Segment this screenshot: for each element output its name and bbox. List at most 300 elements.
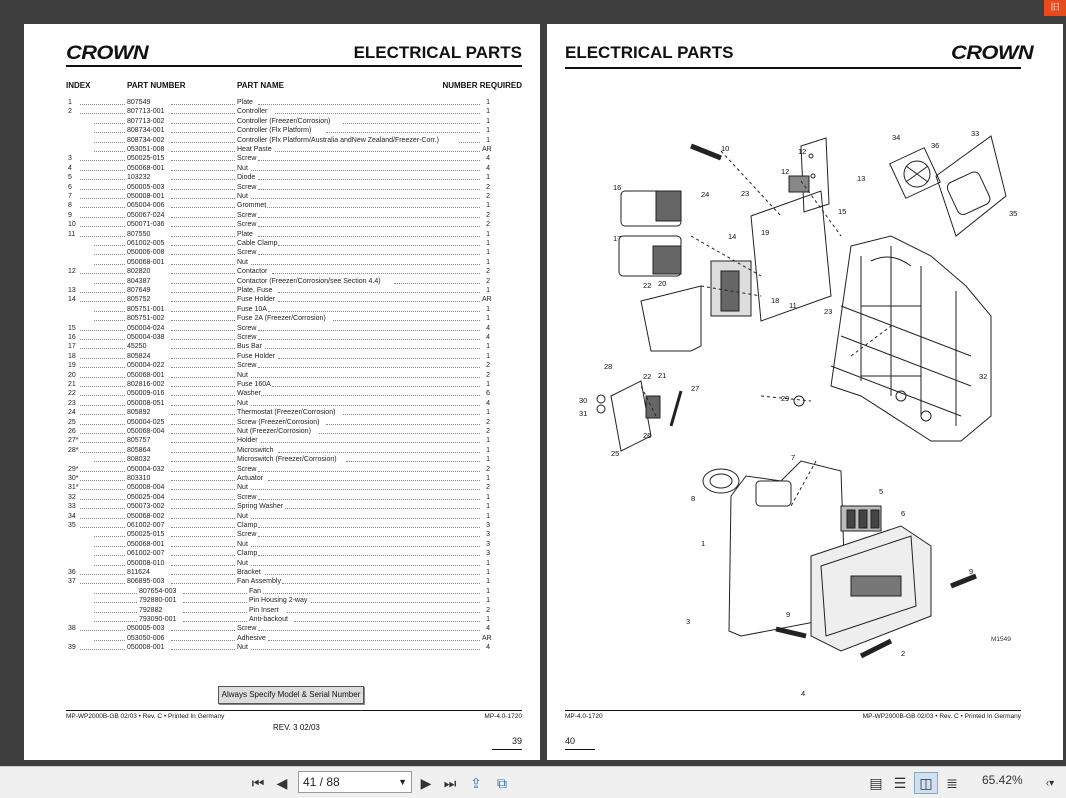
table-row	[24, 596, 540, 605]
row-part-number: 050004-038	[127, 334, 165, 341]
dot-leader	[171, 339, 235, 340]
page-40	[547, 24, 1063, 760]
dot-leader	[258, 330, 480, 331]
row-index: 30*	[68, 475, 79, 482]
callout-label: 9	[786, 610, 791, 619]
fan-assembly	[890, 136, 1006, 236]
serial-number-note: Always Specify Model & Serial Number	[218, 686, 364, 704]
row-quantity: 1	[486, 493, 490, 501]
dot-leader	[311, 602, 480, 603]
table-row	[24, 606, 540, 615]
dot-leader	[80, 508, 125, 509]
dot-leader	[171, 207, 235, 208]
dot-leader	[94, 311, 125, 312]
row-part-name: Screw	[237, 531, 257, 539]
row-part-name: Plate	[237, 99, 253, 106]
dot-leader	[258, 367, 480, 368]
row-part-number: 808734-002	[127, 136, 165, 144]
callout-label: 24	[701, 190, 710, 199]
dot-leader	[272, 386, 480, 387]
first-page-icon[interactable]: ⏮	[251, 774, 265, 791]
row-part-name: Microswitch	[237, 446, 274, 454]
row-part-name: Nut	[237, 484, 248, 492]
dot-leader	[80, 170, 125, 171]
row-part-number: 805751-001	[127, 305, 165, 313]
page-title: ELECTRICAL PARTS	[565, 43, 734, 62]
row-index: 26	[68, 428, 76, 435]
callout-label: 33	[971, 129, 980, 138]
callout-label: 35	[1009, 209, 1018, 218]
row-quantity: 1	[486, 315, 490, 323]
callout-label: 8	[691, 494, 696, 503]
table-row	[24, 408, 540, 417]
row-part-name: Anti-backout	[249, 616, 288, 623]
row-quantity: AR	[482, 296, 492, 304]
dot-leader	[278, 292, 480, 293]
row-part-name: Contactor	[237, 268, 268, 276]
row-quantity: 1	[486, 587, 490, 595]
dot-leader	[80, 649, 125, 650]
row-quantity: 2	[486, 221, 490, 229]
dot-leader	[171, 442, 235, 443]
dot-leader	[258, 217, 480, 218]
continuous-view-icon[interactable]: ☰	[893, 774, 907, 791]
footer-right: MP-4.0-1720	[484, 713, 522, 720]
row-quantity: 4	[486, 625, 490, 633]
row-part-number: 061002-007	[127, 550, 165, 558]
table-row	[24, 427, 540, 436]
row-quantity: 1	[486, 249, 490, 257]
dot-leader	[171, 142, 235, 143]
dot-leader	[80, 386, 125, 387]
row-part-number: 050008-001	[127, 644, 165, 652]
row-part-name: Screw (Freezer/Corrosion)	[237, 418, 320, 426]
chevron-down-icon[interactable]: ▼	[398, 777, 407, 787]
dot-leader	[171, 367, 235, 368]
dot-leader	[251, 489, 480, 490]
row-part-name: Plate	[237, 230, 253, 238]
dot-leader	[80, 273, 125, 274]
table-row	[24, 559, 540, 568]
dot-leader	[80, 236, 125, 237]
row-part-name: Nut	[237, 559, 248, 567]
page-39	[24, 24, 540, 760]
dot-leader	[261, 395, 480, 396]
table-row	[24, 201, 540, 210]
dot-leader	[80, 489, 125, 490]
table-row	[24, 530, 540, 539]
table-row	[24, 277, 540, 286]
table-row	[24, 183, 540, 192]
dot-leader	[80, 377, 125, 378]
dot-leader	[80, 301, 125, 302]
table-row	[24, 136, 540, 145]
dot-leader	[94, 264, 125, 265]
table-row	[24, 549, 540, 558]
row-quantity: 3	[486, 540, 490, 548]
row-index: 22	[68, 390, 76, 398]
zoom-menu-icon[interactable]: ‹▾	[1045, 777, 1055, 789]
row-part-name: Screw	[237, 334, 257, 341]
col-index: INDEX	[66, 81, 91, 90]
dot-leader	[171, 283, 235, 284]
dot-leader	[171, 198, 235, 199]
row-part-number: 050025-015	[127, 155, 165, 163]
table-row	[24, 305, 540, 314]
dot-leader	[275, 151, 480, 152]
dot-leader	[278, 358, 480, 359]
dot-leader	[265, 574, 480, 575]
table-row	[24, 615, 540, 624]
row-quantity: 1	[486, 578, 490, 586]
dot-leader	[80, 414, 125, 415]
dot-leader	[94, 536, 125, 537]
dot-leader	[171, 499, 235, 500]
dot-leader	[171, 226, 235, 227]
dot-leader	[459, 142, 480, 143]
dot-leader	[80, 160, 125, 161]
row-part-number: 806895-003	[127, 578, 165, 586]
row-part-name: Controller (Flx Platform/Australia andNew Zealand/Freezer-Corr.)	[237, 136, 439, 144]
callout-label: 27	[691, 384, 700, 393]
row-part-name: Bus Bar	[237, 343, 262, 351]
row-part-name: Microswitch (Freezer/Corrosion)	[237, 456, 337, 464]
dot-leader	[171, 565, 235, 566]
row-quantity: AR	[482, 634, 492, 642]
dot-leader	[80, 574, 125, 575]
contactors-12	[619, 191, 681, 276]
dot-leader	[171, 160, 235, 161]
table-row	[24, 352, 540, 361]
row-part-name: Clamp	[237, 550, 258, 558]
row-part-number: 807550	[127, 230, 151, 238]
row-part-name: Adhesive	[237, 634, 266, 642]
dot-leader	[80, 339, 125, 340]
table-row	[24, 314, 540, 323]
table-row	[24, 211, 540, 220]
row-quantity: 1	[486, 559, 490, 567]
row-part-name: Fuse 10A	[237, 305, 267, 313]
dot-leader	[171, 151, 235, 152]
row-index: 1	[68, 99, 72, 106]
row-quantity: 2	[486, 277, 490, 285]
callout-label: 6	[901, 509, 906, 518]
dot-leader	[258, 555, 480, 556]
row-index: 33	[68, 503, 76, 511]
dot-leader	[278, 301, 480, 302]
row-quantity: 1	[486, 352, 490, 360]
dot-leader	[171, 405, 235, 406]
row-quantity: 2	[486, 268, 490, 276]
row-part-name: Nut	[237, 644, 248, 652]
callout-label: 12	[798, 147, 807, 156]
row-part-number: 050068-001	[127, 540, 165, 548]
export-icon[interactable]: ⇪	[470, 774, 482, 791]
dot-leader	[251, 649, 480, 650]
callout-label: 21	[658, 371, 667, 380]
callout-labels	[579, 129, 1017, 698]
row-part-number: 061002-005	[127, 240, 165, 247]
dot-leader	[258, 499, 480, 500]
row-index: 14	[68, 296, 76, 304]
row-index: 6	[68, 183, 72, 191]
next-page-icon[interactable]: ▶	[420, 774, 432, 791]
dot-leader	[343, 414, 480, 415]
row-quantity: 4	[486, 324, 490, 332]
crown-logo: CROWN	[951, 43, 1034, 64]
callout-label: 14	[728, 232, 737, 241]
dot-leader	[171, 273, 235, 274]
dot-leader	[80, 113, 125, 114]
row-index: 24	[68, 409, 76, 417]
row-part-name: Heat Paste	[237, 146, 272, 153]
dot-leader	[94, 612, 137, 613]
row-part-name: Pin Housing 2-way	[249, 597, 308, 605]
row-part-number: 050067-024	[127, 211, 165, 219]
dot-leader	[251, 518, 480, 519]
table-row	[24, 145, 540, 154]
controller-2	[811, 526, 931, 651]
dot-leader	[80, 104, 125, 105]
table-row	[24, 474, 540, 483]
dot-leader	[183, 612, 247, 613]
row-part-name: Nut	[237, 399, 248, 407]
dot-leader	[171, 386, 235, 387]
row-part-name: Controller	[237, 108, 268, 116]
dot-leader	[171, 508, 235, 509]
callout-label: 1	[701, 539, 706, 548]
callout-label: 22	[643, 281, 652, 290]
header-rule	[66, 65, 522, 67]
row-quantity: 2	[486, 193, 490, 200]
row-part-name: Controller (Flx Platform)	[237, 127, 312, 135]
dot-leader	[80, 189, 125, 190]
row-quantity: 3	[486, 531, 490, 539]
dot-leader	[171, 395, 235, 396]
callout-label: 3	[686, 617, 691, 626]
row-quantity: 1	[486, 99, 490, 106]
callout-label: 23	[824, 307, 833, 316]
row-index: 31*	[68, 484, 79, 492]
row-quantity: 3	[486, 550, 490, 558]
dot-leader	[80, 527, 125, 528]
dot-leader	[251, 405, 480, 406]
row-quantity: 1	[486, 512, 490, 520]
page-number-rule	[492, 749, 522, 750]
row-quantity: 1	[486, 381, 490, 388]
dot-leader	[171, 640, 235, 641]
table-row	[24, 230, 540, 239]
row-part-name: Nut	[237, 258, 248, 266]
table-row	[24, 380, 540, 389]
previous-page-icon[interactable]: ◀	[276, 774, 288, 791]
row-part-number: 808032	[127, 456, 151, 464]
dot-leader	[80, 348, 125, 349]
table-row	[24, 418, 540, 427]
row-quantity: 1	[486, 616, 490, 623]
dot-leader	[94, 602, 137, 603]
row-part-number: 050068-001	[127, 371, 165, 379]
dot-leader	[171, 113, 235, 114]
callout-label: 4	[801, 689, 806, 698]
truck-frame	[831, 236, 991, 441]
row-quantity: 2	[486, 484, 490, 492]
dot-leader	[94, 283, 125, 284]
row-index: 5	[68, 174, 72, 182]
dot-leader	[285, 508, 480, 509]
row-part-number: 050008-051	[127, 399, 165, 407]
dot-leader	[171, 320, 235, 321]
dot-leader	[326, 424, 480, 425]
dot-leader	[171, 630, 235, 631]
row-quantity: 1	[486, 409, 490, 417]
row-part-number: 050004-022	[127, 362, 165, 370]
row-quantity: 4	[486, 164, 490, 172]
dot-leader	[171, 170, 235, 171]
row-index: 35	[68, 522, 76, 529]
row-part-number: 805757	[127, 437, 151, 445]
row-part-name: Controller (Freezer/Corrosion)	[237, 117, 331, 125]
dot-leader	[183, 593, 247, 594]
footer-left: MP-4.0-1720	[565, 713, 603, 720]
col-part-number: PART NUMBER	[127, 81, 186, 90]
copy-page-icon[interactable]: ⧉	[497, 774, 507, 791]
dot-leader	[94, 555, 125, 556]
row-part-number: 803310	[127, 475, 151, 482]
row-quantity: 2	[486, 465, 490, 473]
row-index: 13	[68, 287, 76, 294]
row-part-name: Screw	[237, 324, 257, 332]
row-index: 37	[68, 578, 76, 586]
row-index: 15	[68, 324, 76, 332]
dot-leader	[80, 358, 125, 359]
dot-leader	[80, 433, 125, 434]
dot-leader	[183, 602, 247, 603]
row-quantity: 1	[486, 503, 490, 511]
table-row	[24, 239, 540, 248]
row-part-number: 065004-006	[127, 202, 165, 210]
table-row	[24, 399, 540, 408]
callout-label: 13	[857, 174, 866, 183]
row-quantity: 1	[486, 230, 490, 238]
callout-label: 28	[604, 362, 613, 371]
table-row	[24, 436, 540, 445]
row-part-number: 807713-002	[127, 117, 165, 125]
dot-leader	[251, 264, 480, 265]
table-row	[24, 220, 540, 229]
two-page-view-icon[interactable]: ◫	[914, 772, 938, 794]
two-page-continuous-icon[interactable]: ≣	[946, 774, 958, 791]
corner-badge[interactable]: 旧	[1044, 0, 1066, 16]
callout-label: 20	[658, 279, 667, 288]
dot-leader	[80, 330, 125, 331]
callout-label: 12	[781, 167, 790, 176]
row-part-name: Cable Clamp	[237, 240, 278, 247]
row-index: 25	[68, 418, 76, 426]
row-part-number: 050005-003	[127, 183, 165, 191]
row-part-number: 050068-004	[127, 428, 165, 435]
dot-leader	[171, 414, 235, 415]
dot-leader	[171, 518, 235, 519]
dot-leader	[171, 424, 235, 425]
row-quantity: 2	[486, 606, 490, 614]
row-part-number: 807549	[127, 99, 151, 106]
dot-leader	[258, 179, 480, 180]
table-row	[24, 502, 540, 511]
table-row	[24, 361, 540, 370]
row-quantity: 1	[486, 202, 490, 210]
row-part-number: 050009-016	[127, 390, 165, 398]
callout-label: 10	[721, 144, 730, 153]
dot-leader	[171, 649, 235, 650]
dot-leader	[94, 640, 125, 641]
dot-leader	[275, 113, 480, 114]
row-index: 21	[68, 381, 76, 388]
row-part-name: Bracket	[237, 569, 261, 576]
dot-leader	[171, 546, 235, 547]
dot-leader	[258, 471, 480, 472]
dot-leader	[258, 236, 480, 237]
row-part-name: Screw	[237, 362, 257, 370]
table-row	[24, 465, 540, 474]
dot-leader	[333, 320, 480, 321]
row-part-name: Screw	[237, 249, 257, 257]
row-part-number: 805752	[127, 296, 151, 304]
table-row	[24, 192, 540, 201]
dot-leader	[171, 583, 235, 584]
dot-leader	[80, 583, 125, 584]
row-part-name: Fuse Holder	[237, 352, 276, 360]
dot-leader	[326, 132, 480, 133]
row-index: 29*	[68, 465, 79, 473]
zoom-level[interactable]: 65.42%	[982, 773, 1023, 787]
row-part-name: Diode	[237, 174, 256, 182]
dot-leader	[265, 348, 480, 349]
row-part-name: Washer	[237, 390, 261, 398]
row-index: 20	[68, 371, 76, 379]
exploded-parts-diagram	[561, 96, 1031, 698]
page-number-field[interactable]	[298, 771, 412, 793]
row-part-number: 050025-004	[127, 493, 165, 501]
row-part-number: 807649	[127, 287, 151, 294]
row-index: 38	[68, 625, 76, 633]
dot-leader	[282, 583, 480, 584]
row-quantity: 1	[486, 108, 490, 116]
table-row	[24, 248, 540, 257]
row-quantity: AR	[482, 146, 492, 153]
dot-leader	[171, 536, 235, 537]
single-page-view-icon[interactable]: ▤	[869, 774, 883, 791]
table-row	[24, 154, 540, 163]
dot-leader	[258, 226, 480, 227]
row-part-number: 802816-002	[127, 381, 165, 388]
row-part-number: 050025-015	[127, 531, 165, 539]
dot-leader	[80, 499, 125, 500]
row-part-name: Nut	[237, 512, 248, 520]
table-row	[24, 107, 540, 116]
dot-leader	[258, 339, 480, 340]
header-rule	[565, 67, 1021, 69]
dot-leader	[80, 405, 125, 406]
figure-id: M1549	[991, 636, 1011, 643]
dot-leader	[80, 518, 125, 519]
row-quantity: 1	[486, 343, 490, 351]
dot-leader	[278, 245, 480, 246]
table-row	[24, 493, 540, 502]
dot-leader	[258, 536, 480, 537]
callout-label: 29	[781, 394, 790, 403]
last-page-icon[interactable]: ⏭	[443, 774, 457, 791]
